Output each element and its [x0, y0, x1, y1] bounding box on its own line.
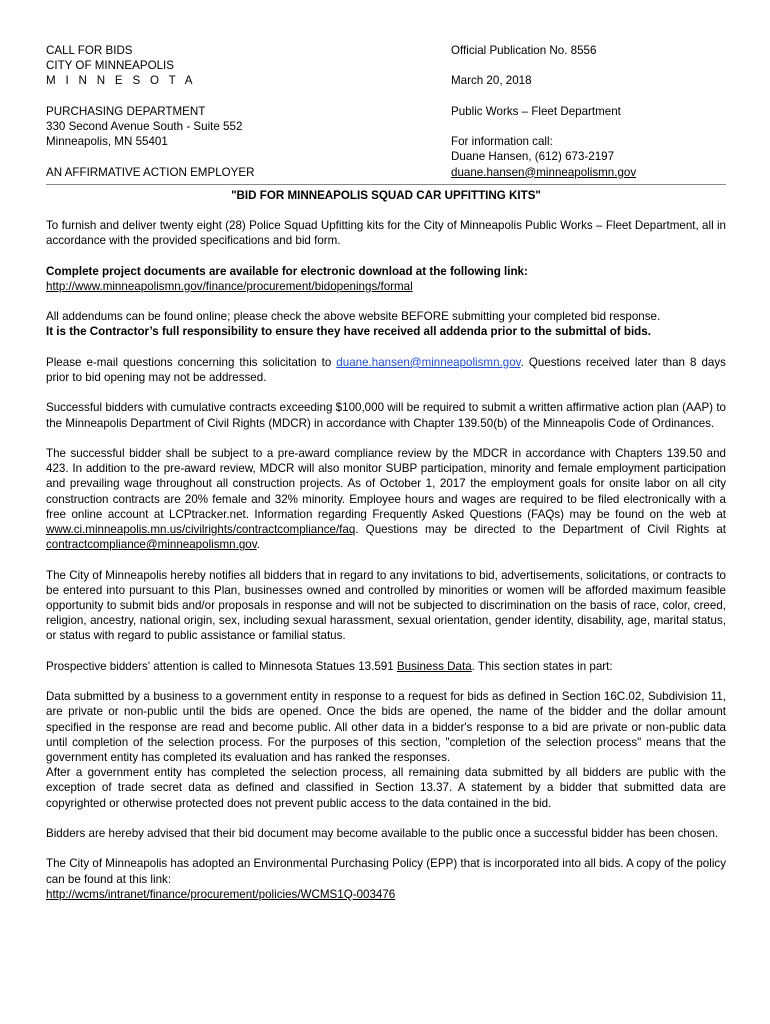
download-paragraph: [46, 264, 726, 294]
header-left: [46, 43, 446, 180]
download-link[interactable]: http://www.minneapolismn.gov/finance/procurement/bidopenings/formal: [46, 279, 413, 293]
header-divider: [46, 184, 726, 185]
statute-post: . This section states in part:: [471, 659, 613, 673]
department-name: PURCHASING DEPARTMENT: [46, 104, 206, 118]
compliance-text: The successful bidder shall be subject to a pre-award compliance review by the MDCR in accordance with Chapters 139.50 and 423. In addition to the pre-award review, MDCR will also monitor SUBP participation, minority and female employment participation and prevailing wage throughout all construction projects. As of October 1, 2017 the employment goals for onsite labor on all city construction contracts are 20% female and 32% minority. Employee hours and wages are required to be filed electronically with a free online account at LCPtracker.net. Information regarding Frequently Asked Questions (FAQs) may be found on the web at: [46, 446, 726, 521]
intro-paragraph: To furnish and deliver twenty eight (28) Police Squad Upfitting kits for the City of Minneapolis Public Works – Fleet Department, all in accordance with the provided specifications and bid form.: [46, 219, 726, 248]
data-paragraph-1: Data submitted by a business to a government entity in response to a request for bids as defined in Section 16C.02, Subdivision 11, are private or non-public until the bids are opened. Once the bids are opened, the name of the bidder and the dollar amount specified in the response are read and become public. All other data in a bidder's response to a bid are private or non-public data until completion of the selection process. For the purposes of this section, "completion of the selection process" means that the government entity has completed its evaluation and has ranked the responses.: [46, 690, 726, 764]
publication-number: Official Publication No. 8556: [451, 44, 597, 57]
epp-text: The City of Minneapolis has adopted an Environmental Purchasing Policy (EPP) that is incorporated into all bids. A copy of the policy can be found at this link:: [46, 857, 726, 886]
questions-pre: Please e-mail questions concerning this solicitation to: [46, 355, 337, 369]
spacer: [46, 149, 446, 164]
compliance-paragraph: [46, 446, 726, 552]
questions-email-link[interactable]: duane.hansen@minneapolismn.gov: [336, 355, 521, 369]
download-heading: Complete project documents are available for electronic download at the following link:: [46, 264, 528, 278]
business-data-link[interactable]: Business Data: [396, 659, 472, 673]
document-title: "BID FOR MINNEAPOLIS SQUAD CAR UPFITTING KITS": [231, 188, 541, 202]
division-name: Public Works – Fleet Department: [451, 104, 621, 118]
questions-paragraph: [46, 355, 726, 385]
address-line-2: Minneapolis, MN 55401: [46, 135, 168, 149]
state-name: M I N N E S O T A: [46, 74, 196, 88]
advised-paragraph: Bidders are hereby advised that their bid document may become available to the public once a successful bidder has been chosen.: [46, 826, 719, 840]
statute-pre: Prospective bidders' attention is called to Minnesota Statues 13.591: [46, 659, 397, 673]
document-header: [46, 43, 726, 180]
epp-paragraph: [46, 856, 726, 902]
header-right: [451, 43, 726, 180]
address-line-1: 330 Second Avenue South - Suite 552: [46, 120, 243, 133]
call-for-bids: CALL FOR BIDS: [46, 44, 133, 57]
contact-email-link[interactable]: duane.hansen@minneapolismn.gov: [451, 165, 637, 179]
contact-name-phone: Duane Hansen, (612) 673-2197: [451, 150, 615, 164]
city-name: CITY OF MINNEAPOLIS: [46, 59, 174, 73]
discrimination-paragraph: The City of Minneapolis hereby notifies all bidders that in regard to any invitations to bid, advertisements, solicitations, or contracts to be entered into pursuant to this Plan, businesses owned and controlled by minorities or women will be afforded maximum feasible opportunity to submit bids and/or proposals in response and will not be subjected to discrimination on the basis of race, color, creed, religion, ancestry, national origin, sex, including sexual harassment, sexual orientation, gender identity, disability, age, marital status, or status with regard to public assistance or familial status.: [46, 568, 726, 643]
data-paragraph-2: After a government entity has completed the selection process, all remaining data submitted by all bidders are public with the exception of trade secret data as defined and classified in Section 13.37. A statement by a bidder that submitted data are copyrighted or otherwise protected does not prevent public access to the data contained in the bid.: [46, 766, 726, 810]
spacer: [451, 119, 726, 134]
bid-document: [46, 43, 726, 917]
faq-link[interactable]: www.ci.minneapolis.mn.us/civilrights/contractcompliance/faq: [46, 522, 356, 536]
spacer: [46, 89, 446, 104]
spacer: [451, 58, 726, 73]
addenda-paragraph: [46, 309, 726, 339]
info-label: For information call:: [451, 135, 553, 149]
compliance-mid: . Questions may be directed to the Department of Civil Rights at: [355, 522, 726, 536]
compliance-email-link[interactable]: contractcompliance@minneapolismn.gov: [46, 538, 257, 552]
employer-statement: AN AFFIRMATIVE ACTION EMPLOYER: [46, 165, 255, 179]
aap-paragraph: Successful bidders with cumulative contracts exceeding $100,000 will be required to submit a written affirmative action plan (AAP) to the Minneapolis Department of Civil Rights (MDCR) in accordance with Chapter 139.50(b) of the Minneapolis Code of Ordinances.: [46, 401, 726, 430]
addenda-bold: It is the Contractor’s full responsibility to ensure they have received all addenda prior to the submittal of bids.: [46, 325, 651, 339]
questions-post: . Questions received later than 8 days prior to bid opening may not be addressed.: [46, 355, 726, 384]
statute-paragraph: [46, 659, 726, 674]
epp-link[interactable]: http://wcms/intranet/finance/procurement/policies/WCMS1Q-003476: [46, 887, 396, 901]
spacer: [451, 89, 726, 104]
publication-date: March 20, 2018: [451, 74, 532, 88]
compliance-end: .: [256, 538, 260, 552]
addenda-text: All addendums can be found online; please check the above website BEFORE submitting your completed bid response.: [46, 310, 661, 324]
